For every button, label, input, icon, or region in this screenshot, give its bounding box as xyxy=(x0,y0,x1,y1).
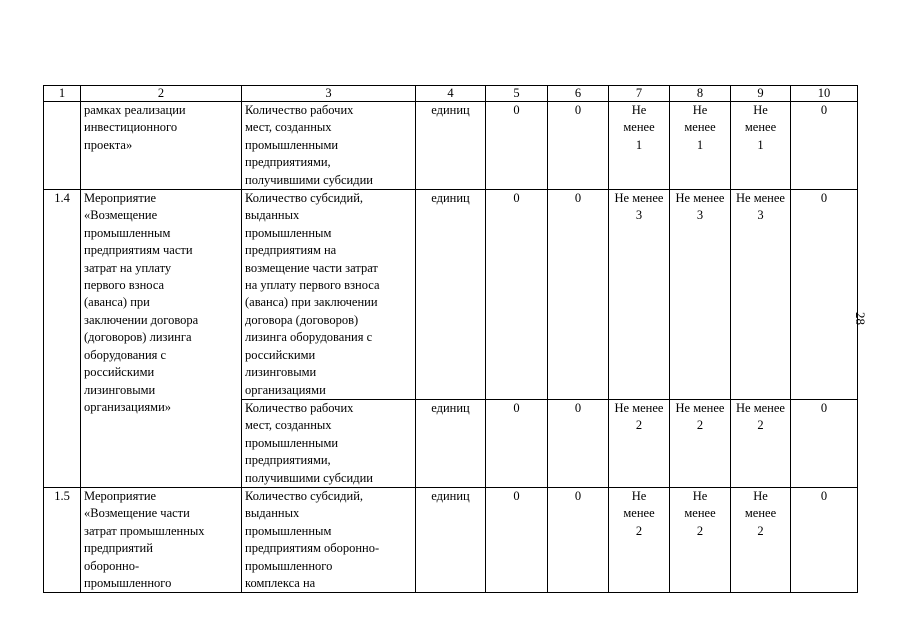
indicator-cell: Количество рабочих мест, созданных промышленными предприятиями, получившими субсидии xyxy=(242,102,416,190)
value-cell: Не менее 3 xyxy=(731,190,791,400)
value-cell: Не менее 3 xyxy=(670,190,731,400)
header-cell: 3 xyxy=(242,86,416,102)
value-cell: Не менее 2 xyxy=(670,399,731,487)
header-cell: 7 xyxy=(609,86,670,102)
header-cell: 4 xyxy=(416,86,486,102)
unit-cell: единиц xyxy=(416,399,486,487)
value-cell: 0 xyxy=(548,190,609,400)
row-number: 1.5 xyxy=(44,487,81,592)
value-cell: 0 xyxy=(486,399,548,487)
header-cell: 6 xyxy=(548,86,609,102)
measure-cell: Мероприятие «Возмещение промышленным предприятиям части затрат на уплату первого взноса (аванса) при заключении договора (договоров) лизинга оборудования с российскими лизинговыми организациями» xyxy=(81,190,242,488)
table-row xyxy=(44,190,858,400)
indicator-cell: Количество субсидий, выданных промышленным предприятиям оборонно- промышленного комплекса на xyxy=(242,487,416,592)
page-number: 28 xyxy=(853,312,868,325)
header-cell: 10 xyxy=(791,86,858,102)
value-cell: Не менее 2 xyxy=(731,399,791,487)
value-cell: Не менее 1 xyxy=(731,102,791,190)
value-cell: 0 xyxy=(548,399,609,487)
value-cell: 0 xyxy=(791,190,858,400)
indicator-cell: Количество субсидий, выданных промышленным предприятиям на возмещение части затрат на уплату первого взноса (аванса) при заключении договора (договоров) лизинга оборудования с российскими лизинговыми организациями xyxy=(242,190,416,400)
value-cell: Не менее 2 xyxy=(609,487,670,592)
value-cell: Не менее 1 xyxy=(609,102,670,190)
measure-cell: рамках реализации инвестиционного проекта» xyxy=(81,102,242,190)
unit-cell: единиц xyxy=(416,190,486,400)
value-cell: 0 xyxy=(548,487,609,592)
value-cell: Не менее 3 xyxy=(609,190,670,400)
indicators-table xyxy=(43,85,858,593)
value-cell: 0 xyxy=(486,102,548,190)
value-cell: 0 xyxy=(486,487,548,592)
header-cell: 5 xyxy=(486,86,548,102)
value-cell: Не менее 1 xyxy=(670,102,731,190)
table-row xyxy=(44,487,858,592)
value-cell: 0 xyxy=(791,102,858,190)
table-row xyxy=(44,102,858,190)
row-number xyxy=(44,102,81,190)
value-cell: 0 xyxy=(486,190,548,400)
unit-cell: единиц xyxy=(416,487,486,592)
value-cell: 0 xyxy=(791,487,858,592)
value-cell: 0 xyxy=(791,399,858,487)
header-cell: 2 xyxy=(81,86,242,102)
value-cell: 0 xyxy=(548,102,609,190)
header-cell: 1 xyxy=(44,86,81,102)
measure-cell: Мероприятие «Возмещение части затрат промышленных предприятий оборонно- промышленного xyxy=(81,487,242,592)
header-cell: 8 xyxy=(670,86,731,102)
row-number: 1.4 xyxy=(44,190,81,488)
header-cell: 9 xyxy=(731,86,791,102)
value-cell: Не менее 2 xyxy=(670,487,731,592)
header-row xyxy=(44,86,858,102)
indicator-cell: Количество рабочих мест, созданных промышленными предприятиями, получившими субсидии xyxy=(242,399,416,487)
value-cell: Не менее 2 xyxy=(731,487,791,592)
unit-cell: единиц xyxy=(416,102,486,190)
value-cell: Не менее 2 xyxy=(609,399,670,487)
